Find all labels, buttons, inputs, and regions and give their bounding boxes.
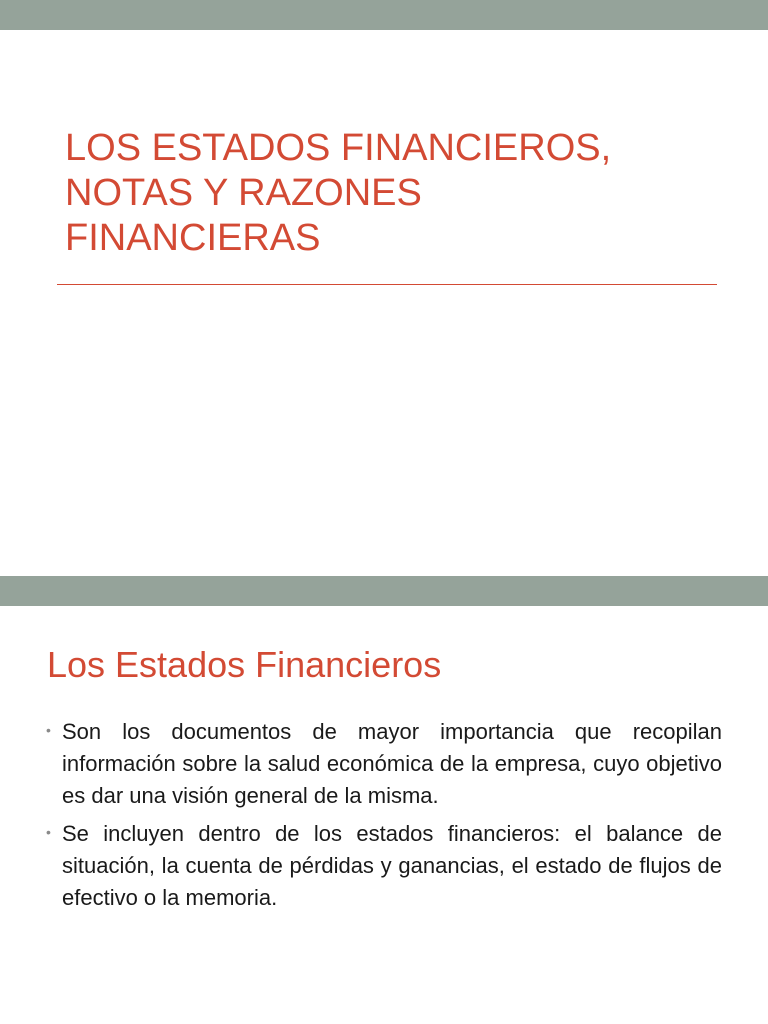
title-line: NOTAS Y RAZONES xyxy=(65,172,422,214)
bullet-item xyxy=(46,818,722,914)
content-slide xyxy=(0,576,768,1024)
slide-header-bar xyxy=(0,576,768,606)
title-divider xyxy=(57,284,717,285)
title-line: FINANCIERAS xyxy=(65,217,321,259)
bullet-list xyxy=(46,716,722,920)
bullet-text: Son los documentos de mayor importancia que recopilan información sobre la salud económica de la empresa, cuyo objetivo es dar una visión general de la misma. xyxy=(62,719,722,808)
slide-title xyxy=(65,126,725,261)
title-line: LOS ESTADOS FINANCIEROS, xyxy=(65,127,612,169)
bullet-text: Se incluyen dentro de los estados financieros: el balance de situación, la cuenta de pérdidas y ganancias, el estado de flujos de efectivo o la memoria. xyxy=(62,821,722,910)
slide-header-bar xyxy=(0,0,768,30)
bullet-icon: • xyxy=(46,722,51,738)
bullet-icon: • xyxy=(46,824,51,840)
bullet-item xyxy=(46,716,722,812)
slide-heading: Los Estados Financieros xyxy=(47,644,442,685)
